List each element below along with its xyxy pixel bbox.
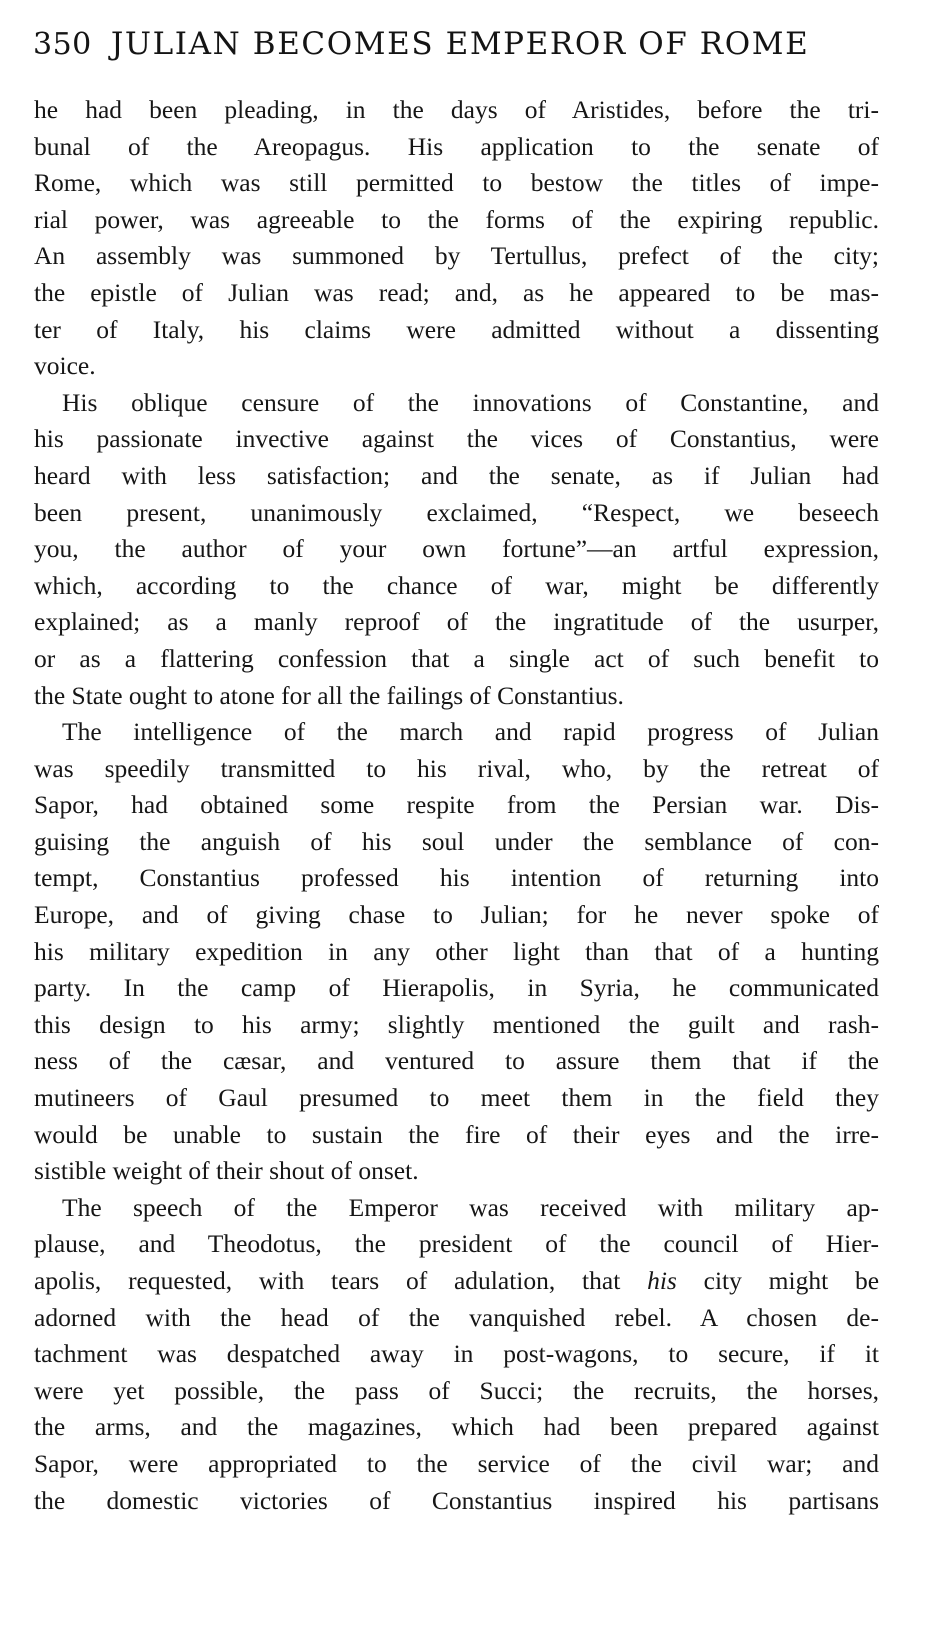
text-line: the arms, and the magazines, which had been prepared against	[34, 1412, 879, 1442]
text-line: this design to his army; slightly mentioned the guilt and rash-	[34, 1009, 879, 1039]
text-line: tachment was despatched away in post-wagons, to secure, if it	[34, 1339, 879, 1369]
text-line: would be unable to sustain the fire of their eyes and the irre-	[34, 1119, 879, 1149]
text-line: which, according to the chance of war, might be differently	[34, 570, 879, 600]
text-line: Sapor, were appropriated to the service of the civil war; and	[34, 1448, 879, 1478]
text-line: The intelligence of the march and rapid progress of Julian	[62, 717, 879, 747]
text-line: ness of the cæsar, and ventured to assure them that if the	[34, 1046, 879, 1076]
text-line: ter of Italy, his claims were admitted without a dissenting	[34, 314, 879, 344]
text-line: explained; as a manly reproof of the ingratitude of the usurper,	[34, 607, 879, 637]
text-line: were yet possible, the pass of Succi; the recruits, the horses,	[34, 1375, 879, 1405]
text-line: been present, unanimously exclaimed, “Respect, we beseech	[34, 497, 879, 527]
text-line: the epistle of Julian was read; and, as he appeared to be mas-	[34, 277, 879, 307]
text-line: guising the anguish of his soul under the semblance of con-	[34, 826, 879, 856]
page-number: 350	[33, 27, 92, 62]
text-line: heard with less satisfaction; and the senate, as if Julian had	[34, 460, 879, 490]
text-line: tempt, Constantius professed his intention of returning into	[34, 863, 879, 893]
text-line: his passionate invective against the vices of Constantius, were	[34, 424, 879, 454]
text-line: party. In the camp of Hierapolis, in Syria, he communicated	[34, 973, 879, 1003]
text-line: The speech of the Emperor was received with military ap-	[62, 1192, 879, 1222]
text-line: you, the author of your own fortune”—an artful expression,	[34, 534, 879, 564]
text-line: voice.	[34, 351, 96, 381]
italic-emphasis: his	[647, 1266, 677, 1295]
text-line: His oblique censure of the innovations of Constantine, and	[62, 387, 879, 417]
text-line: was speedily transmitted to his rival, who, by the retreat of	[34, 753, 879, 783]
text-line: mutineers of Gaul presumed to meet them in the field they	[34, 1083, 879, 1113]
text-line: adorned with the head of the vanquished rebel. A chosen de-	[34, 1302, 879, 1332]
text-fragment: city might be	[703, 1266, 880, 1295]
text-line: or as a flattering confession that a single act of such benefit to	[34, 643, 879, 673]
text-line: bunal of the Areopagus. His application to the senate of	[34, 131, 879, 161]
running-title: JULIAN BECOMES EMPEROR OF ROME	[110, 26, 810, 62]
text-fragment: apolis, requested, with tears of adulation, that	[34, 1266, 621, 1295]
text-line-with-italic	[34, 1263, 879, 1300]
text-line: his military expedition in any other light than that of a hunting	[34, 936, 879, 966]
body-text	[34, 92, 879, 1519]
text-line: rial power, was agreeable to the forms of the expiring republic.	[34, 204, 879, 234]
text-line: he had been pleading, in the days of Aristides, before the tri-	[34, 95, 879, 124]
text-line: plause, and Theodotus, the president of the council of Hier-	[34, 1229, 879, 1259]
text-line: the State ought to atone for all the failings of Constantius.	[34, 680, 624, 710]
text-line: Sapor, had obtained some respite from the Persian war. Dis-	[34, 790, 879, 820]
text-line: the domestic victories of Constantius inspired his partisans	[34, 1485, 879, 1515]
text-line: Europe, and of giving chase to Julian; for he never spoke of	[34, 900, 879, 930]
text-line: sistible weight of their shout of onset.	[34, 1156, 419, 1186]
text-line: An assembly was summoned by Tertullus, prefect of the city;	[34, 241, 879, 271]
text-line: Rome, which was still permitted to bestow the titles of impe-	[34, 168, 879, 198]
page-header	[33, 26, 913, 76]
